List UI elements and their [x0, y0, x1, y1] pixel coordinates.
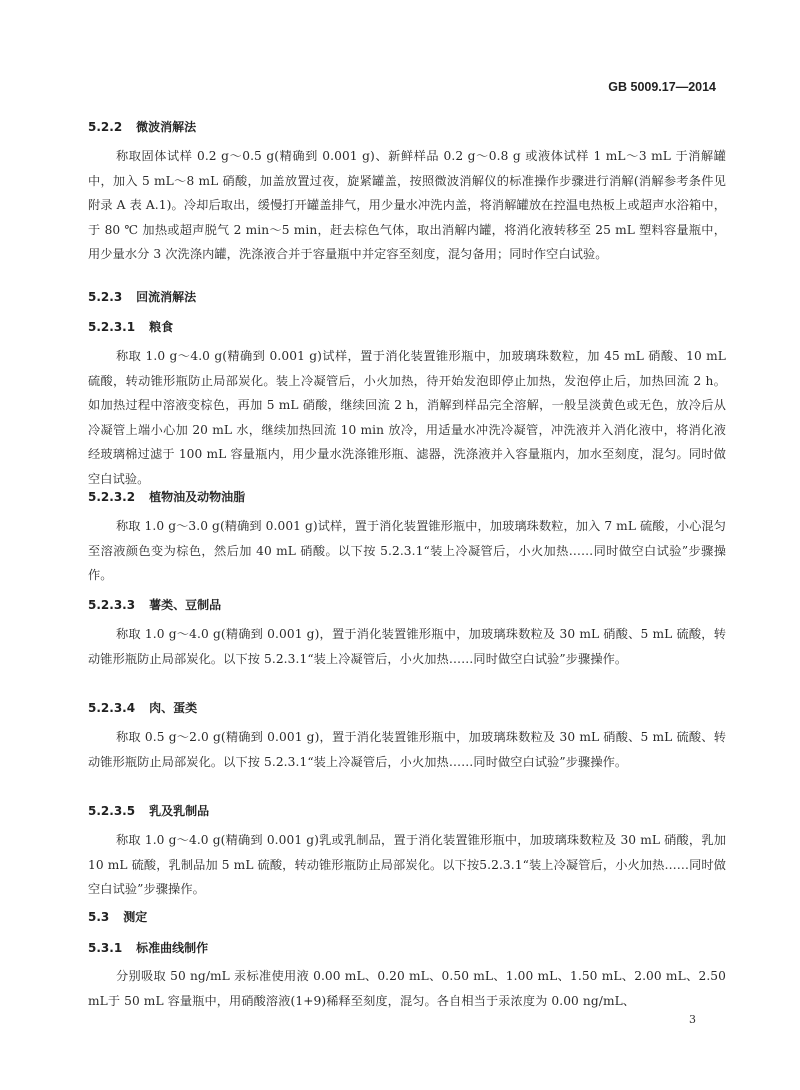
- section-number: 5.2.3.2: [88, 490, 136, 504]
- section-heading-5-2-3: [88, 288, 726, 305]
- paragraph-5-2-3-1: 称取 1.0 g～4.0 g(精确到 0.001 g)试样，置于消化装置锥形瓶中，加玻璃珠数粒，加 45 mL 硝酸、10 mL 硫酸，转动锥形瓶防止局部炭化。装上冷凝管后，小火加热，待开始发泡即停止加热，发泡停止后，加热回流 2 h。如加热过程中溶液变棕色，再加 5 mL 硝酸，继续回流 2 h，消解到样品完全溶解，一般呈淡黄色或无色，放冷后从冷凝管上端小心加 20 mL 水，继续加热回流 10 min 放冷，用适量水冲洗冷凝管，冲洗液并入消化液中，将消化液经玻璃棉过滤于 100 mL 容量瓶内，用少量水洗涤锥形瓶、滤器，洗涤液并入容量瓶内，加水至刻度，混匀。同时做空白试验。: [88, 349, 726, 486]
- paragraph-5-2-3-4: 称取 0.5 g～2.0 g(精确到 0.001 g)，置于消化装置锥形瓶中，加玻璃珠数粒及 30 mL 硝酸、5 mL 硫酸、转动锥形瓶防止局部炭化。以下按 5.2.3.1“装上冷凝管后，小火加热……同时做空白试验”步骤操作。: [88, 730, 726, 769]
- section-heading-5-3: [88, 908, 726, 925]
- paragraph-5-2-3-3: 称取 1.0 g～4.0 g(精确到 0.001 g)，置于消化装置锥形瓶中，加玻璃珠数粒及 30 mL 硝酸、5 mL 硫酸，转动锥形瓶防止局部炭化。以下按 5.2.3.1“装上冷凝管后，小火加热……同时做空白试验”步骤操作。: [88, 627, 726, 666]
- section-number: 5.2.3.5: [88, 804, 136, 818]
- section-title: 薯类、豆制品: [149, 598, 222, 612]
- paragraph-5-2-2: 称取固体试样 0.2 g～0.5 g(精确到 0.001 g)、新鲜样品 0.2 g～0.8 g 或液体试样 1 mL～3 mL 于消解罐中，加入 5 mL～8 mL 硝酸，加盖放置过夜，旋紧罐盖，按照微波消解仪的标准操作步骤进行消解(消解参考条件见附录 A 表 A.1)。冷却后取出，缓慢打开罐盖排气，用少量水冲洗内盖，将消解罐放在控温电热板上或超声水浴箱中，于 80 ℃ 加热或超声脱气 2 min～5 min，赶去棕色气体，取出消解内罐，将消化液转移至 25 mL 塑料容量瓶中，用少量水分 3 次洗涤内罐，洗涤液合并于容量瓶中并定容至刻度，混匀备用；同时作空白试验。: [88, 149, 726, 261]
- section-title: 测定: [123, 910, 148, 924]
- page-number: 3: [689, 1013, 696, 1026]
- paragraph-5-2-3-2: 称取 1.0 g～3.0 g(精确到 0.001 g)试样，置于消化装置锥形瓶中，加玻璃珠数粒，加入 7 mL 硫酸，小心混匀至溶液颜色变为棕色，然后加 40 mL 硝酸。以下按 5.2.3.1“装上冷凝管后，小火加热……同时做空白试验”步骤操作。: [88, 519, 727, 582]
- paragraph-5-3-1: 分别吸取 50 ng/mL 汞标准使用液 0.00 mL、0.20 mL、0.50 mL、1.00 mL、1.50 mL、2.00 mL、2.50 mL于 50 mL 容量瓶中，用硝酸溶液(1+9)稀释至刻度，混匀。各自相当于汞浓度为 0.00 ng/mL、: [88, 969, 726, 1008]
- section-title: 粮食: [149, 320, 174, 334]
- section-heading-5-3-1: [88, 939, 726, 956]
- standard-number: GB 5009.17—2014: [608, 80, 716, 94]
- section-title: 回流消解法: [136, 290, 197, 304]
- section-title: 植物油及动物油脂: [149, 490, 246, 504]
- section-heading-5-2-3-5: [88, 802, 726, 819]
- paragraph-5-2-3-5: 称取 1.0 g～4.0 g(精确到 0.001 g)乳或乳制品，置于消化装置锥形瓶中，加玻璃珠数粒及 30 mL 硝酸，乳加 10 mL 硫酸，乳制品加 5 mL 硫酸，转动锥形瓶防止局部炭化。以下按5.2.3.1“装上冷凝管后，小火加热……同时做空白试验”步骤操作。: [88, 833, 726, 896]
- section-title: 乳及乳制品: [149, 804, 210, 818]
- section-heading-5-2-2: [88, 118, 726, 135]
- section-heading-5-2-3-4: [88, 699, 726, 716]
- section-heading-5-2-3-3: [88, 596, 726, 613]
- section-number: 5.3: [88, 910, 110, 924]
- section-number: 5.2.2: [88, 120, 123, 134]
- section-number: 5.2.3: [88, 290, 123, 304]
- section-number: 5.2.3.4: [88, 701, 136, 715]
- section-heading-5-2-3-1: [88, 318, 726, 335]
- section-title: 肉、蛋类: [149, 701, 198, 715]
- section-number: 5.3.1: [88, 941, 123, 955]
- section-title: 标准曲线制作: [136, 941, 209, 955]
- section-number: 5.2.3.3: [88, 598, 136, 612]
- section-number: 5.2.3.1: [88, 320, 136, 334]
- section-heading-5-2-3-2: [88, 488, 726, 505]
- section-title: 微波消解法: [136, 120, 197, 134]
